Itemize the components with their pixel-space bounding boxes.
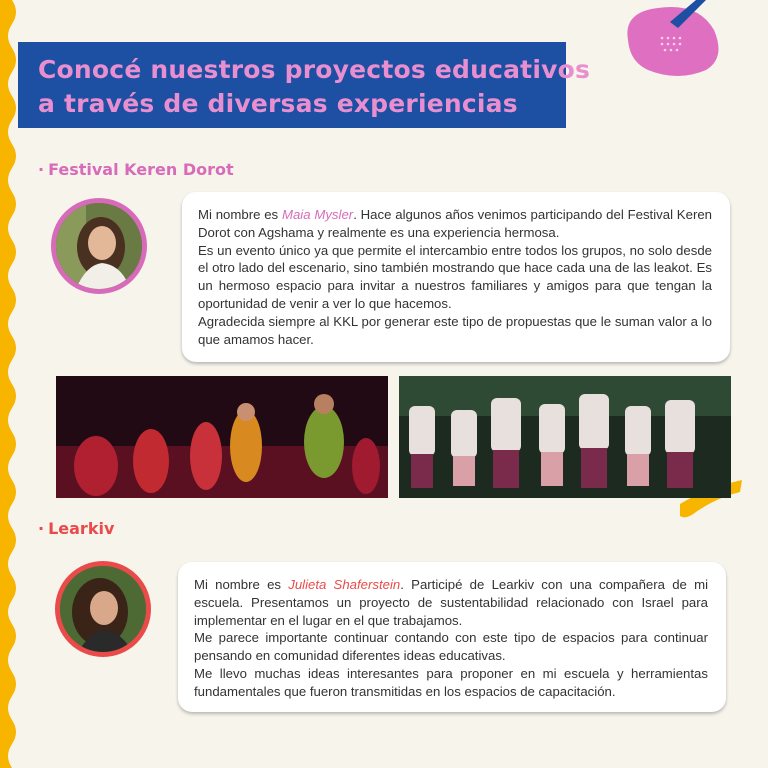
person-name: Julieta Shaferstein (288, 577, 401, 592)
bullet-icon: · (38, 519, 45, 538)
page-title-line-2: a través de diversas experiencias (38, 89, 518, 118)
page-title-line-1: Conocé nuestros proyectos educativos (38, 55, 591, 84)
dance-photo-white (399, 376, 731, 498)
testimonial-text (198, 206, 712, 348)
title-banner (18, 42, 591, 128)
section-heading-festival (38, 160, 234, 179)
testimonial-card-maia (182, 192, 730, 362)
testimonial-text (194, 576, 708, 701)
testimonial-card-julieta (178, 562, 726, 712)
decorative-pink-blob (618, 0, 728, 78)
avatar-maia (51, 198, 147, 294)
bullet-icon: · (38, 160, 45, 179)
paragraph: Es un evento único ya que permite el intercambio entre todos los grupos, no solo desde el otro lado del escenario, sino también mostrando que hace cada una de las leakot. Es un hermoso espacio para invitar a nuestros familiares y amigos para que tengan la oportunidad de venir a ver lo que hacemos. (198, 242, 712, 311)
dance-photo-red (56, 376, 388, 498)
intro-before: Mi nombre es (198, 207, 282, 222)
section-heading-learkiv (38, 519, 114, 538)
person-name: Maia Mysler (281, 207, 354, 222)
intro-before: Mi nombre es (194, 577, 289, 592)
paragraph: Agradecida siempre al KKL por generar este tipo de propuestas que le suman valor a lo que amamos hacer. (198, 313, 712, 347)
paragraph: Me parece importante continuar contando con este tipo de espacios para continuar pensando en comunidad diferentes ideas educativas. (194, 630, 708, 664)
avatar-julieta (55, 561, 151, 657)
paragraph: Me llevo muchas ideas interesantes para proponer en mi escuela y herramientas fundamentales que fueron transmitidas en los espacios de capacitación. (194, 665, 708, 699)
section-heading-label: Festival Keren Dorot (48, 160, 234, 179)
intro-after: . Hace algunos años venimos participando del Festival Keren Dorot con Agshama y realmente es una experiencia hermosa. (198, 207, 713, 240)
section-heading-label: Learkiv (48, 519, 115, 538)
intro-after: . Participé de Learkiv con una compañera de mi escuela. Presentamos un proyecto de sustentabilidad relacionado con Israel para implementar en el lugar en el que trabajamos. (194, 577, 708, 628)
